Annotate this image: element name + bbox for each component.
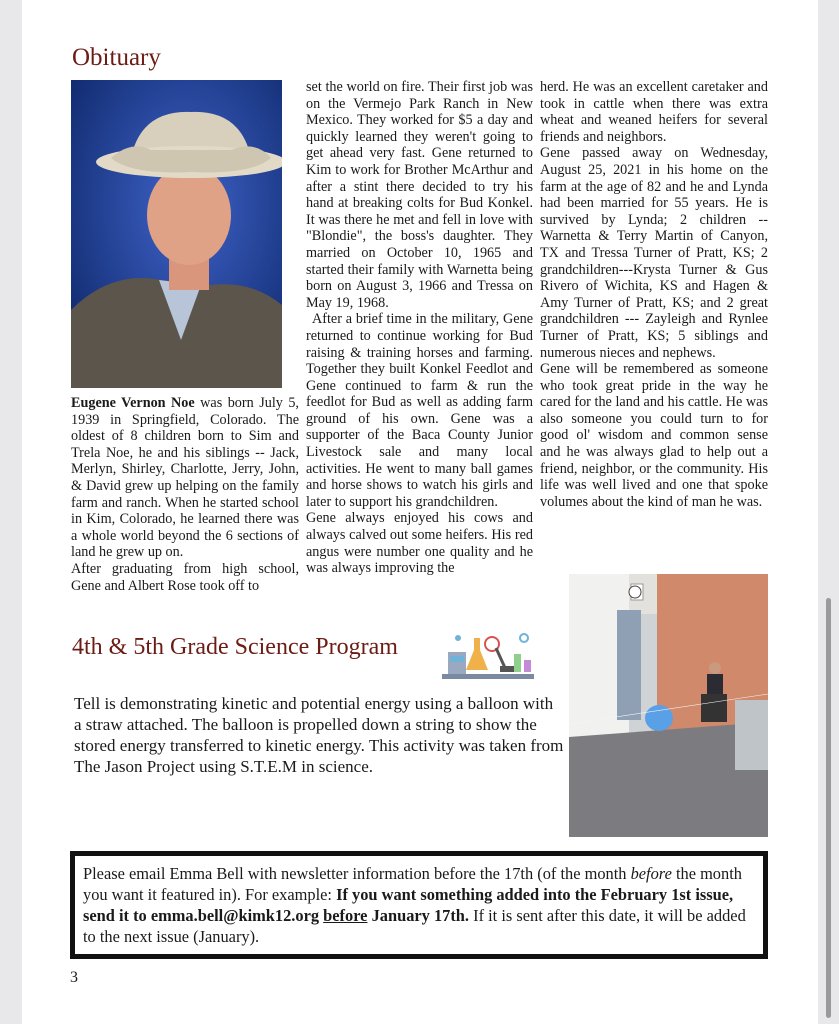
deceased-name: Eugene Vernon Noe — [71, 395, 195, 411]
obituary-text: set the world on fire. Their first job was on the Vermejo Park Ranch in New Mexico. They worked for $5 a day and quickly learned they weren't going to get ahead very fast. Gene returned to Kim to work for Brother McArthur and after a stint there decided to try his hand at breaking colts for Bud Konkel. It was there he met and fell in love with "Blondie", the boss's daughter. They married on October 10, 1965 and started their family with Warnetta being born on August 3, 1966 and Tressa on May 19, 1968. — [306, 79, 533, 311]
obituary-text: After graduating from high school, Gene and Albert Rose took off to — [71, 560, 299, 594]
page-number: 3 — [70, 969, 78, 986]
notice-emphasis: before — [630, 864, 672, 883]
newsletter-notice-box — [70, 851, 768, 959]
science-description: Tell is demonstrating kinetic and potential energy using a balloon with a straw attached. The balloon is propelled down a string to show the stored energy transferred to kinetic energy. This activity was taken from The Jason Project using S.T.E.M in science. — [74, 694, 564, 776]
obituary-column-1 — [71, 395, 299, 594]
obituary-text: After a brief time in the military, Gene returned to continue working for Bud raising & training horses and farming. Together they built Konkel Feedlot and Gene continued to farm & run the feedlot for Bud as well as adding farm ground of his own. Gene was a supporter of the Baca County Junior Livestock sale and many local activities. He went to many ball games and horse shows to watch his girls and later to support his grandchildren. — [306, 311, 533, 510]
obituary-column-3 — [540, 79, 768, 510]
obituary-heading: Obituary — [72, 44, 161, 71]
notice-underline: before — [323, 906, 368, 925]
obituary-text: Gene always enjoyed his cows and always calved out some heifers. His red angus were number one quality and he was always improving the — [306, 510, 533, 577]
science-heading: 4th & 5th Grade Science Program — [72, 634, 398, 660]
obituary-text: herd. He was an excellent caretaker and took in cattle when there was extra wheat and weaned heifers for several friends and neighbors. — [540, 79, 768, 145]
notice-bold-text: If you want something added into the February 1st issue, send it to emma.bell@kimk12.org — [83, 885, 734, 925]
notice-text: If it is sent after this date, it will be added to the next issue (January). — [83, 906, 746, 946]
science-lab-icon — [440, 630, 536, 682]
scrollbar[interactable] — [826, 598, 831, 1018]
obituary-text: Gene will be remembered as someone who took great pride in the way he cared for the land and his cattle. He was also someone you could turn to for good ol' wisdom and common sense and he was always glad to help out a friend, neighbor, or the community. His life was well lived and one that spoke volumes about the kind of man he was. — [540, 361, 768, 510]
obituary-text: Gene passed away on Wednesday, August 25, 2021 in his home on the farm at the age of 82 and he and Lynda had been married for 55 years. He is survived by Lynda; 2 children -- Warnetta & Terry Martin of Canyon, TX and Tressa Turner of Pratt, KS; 2 grandchildren---Krysta Turner & Gus Rivero of Wichita, KS and Hagen & Amy Turner of Pratt, KS; and 2 great grandchildren --- Zayleigh and Rynlee Turner of Pratt, KS; 5 siblings and numerous nieces and nephews. — [540, 145, 768, 361]
notice-text: Please email Emma Bell with newsletter information before the 17th (of the month — [83, 864, 631, 883]
obituary-text: was born July 5, 1939 in Springfield, Colorado. The oldest of 8 children born to Sim and Trela Noe, he and his siblings -- Jack, Merlyn, Shirley, Charlotte, Jerry, John, & David grew up helping on the family farm and ranch. When he started school in Kim, Colorado, he learned there was a whole world beyond the 6 sections of land he grew up on. — [71, 395, 299, 561]
notice-bold-text: January 17th. — [367, 906, 470, 925]
portrait-photo — [71, 80, 282, 388]
classroom-photo — [569, 574, 768, 837]
obituary-column-2 — [306, 79, 533, 577]
notice-text: the month you want it featured in). For example: — [83, 864, 742, 904]
